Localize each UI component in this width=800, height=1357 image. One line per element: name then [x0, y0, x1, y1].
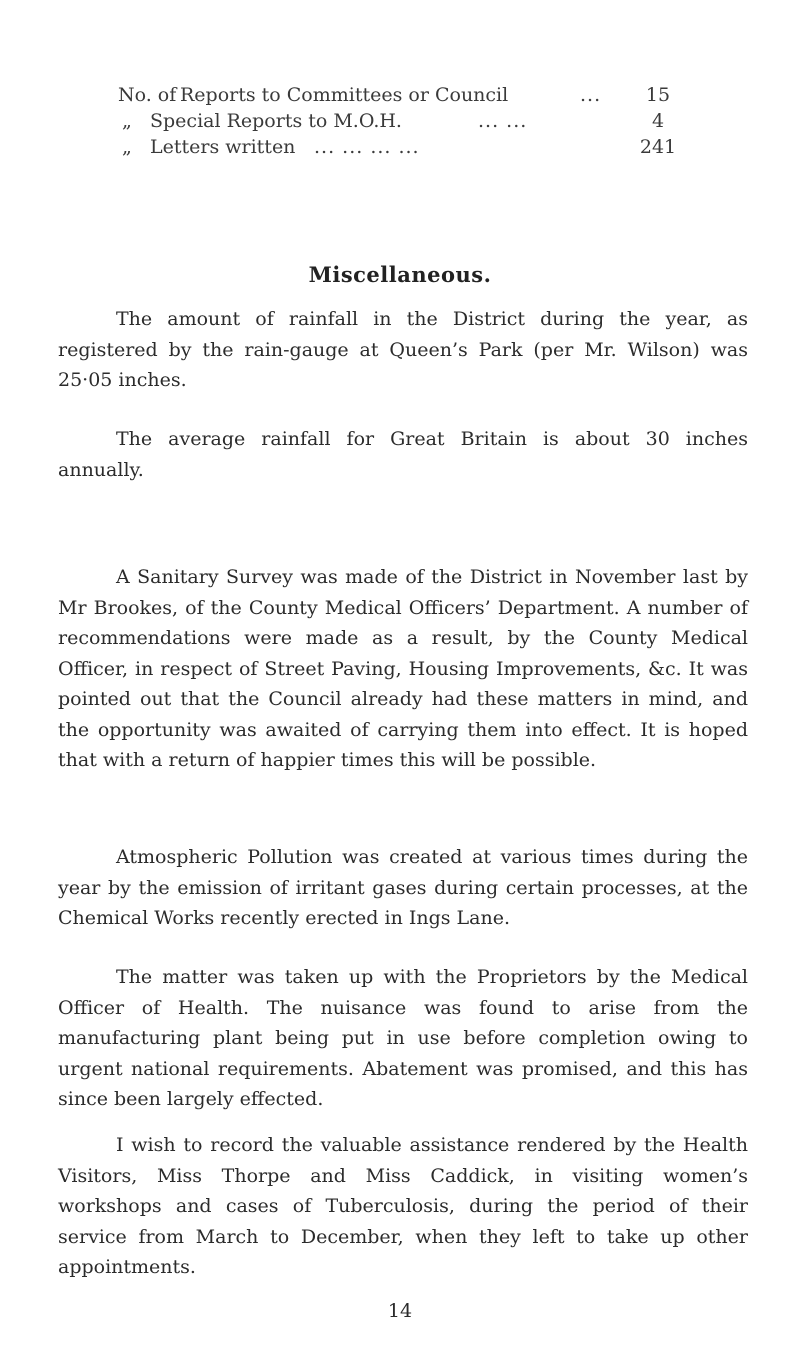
- nuisance-paragraph: The matter was taken up with the Proprietors by the Medical Officer of Health. The nuisance was found to arise from the manufacturing plant being put in use before completion owing to urgent national requirements. Abatement was promised, and this has since been largely effected.: [58, 966, 748, 1110]
- leader-dots: ... ...: [478, 110, 528, 132]
- list-item-prefix: No. of: [118, 84, 177, 106]
- list-item-prefix: „: [122, 110, 132, 132]
- sanitary-survey-paragraph: A Sanitary Survey was made of the District in November last by Mr Brookes, of the County Medical Officers’ Department. A number of recommendations were made as a result, by the County Medical Officer, in respect of Street Paving, Housing Improvements, &c. It was pointed out that the Council already had these matters in mind, and the opportunity was awaited of carrying them into effect. It is hoped that with a return of happier times this will be possible.: [58, 566, 748, 771]
- section-heading: Miscellaneous.: [308, 262, 492, 287]
- list-item: [118, 82, 678, 108]
- list-item-count: 241: [639, 136, 677, 158]
- page-number: 14: [387, 1300, 413, 1322]
- list-item-count: 15: [645, 84, 671, 106]
- list-item-label: Reports to Committees or Council: [180, 84, 509, 106]
- list-item-count: 4: [651, 110, 665, 132]
- leader-dots: ...: [580, 84, 602, 106]
- rainfall-paragraph: The amount of rainfall in the District during the year, as registered by the rain-gauge at Queen’s Park (per Mr. Wilson) was 25·05 inches.: [58, 308, 748, 391]
- health-visitors-paragraph: I wish to record the valuable assistance rendered by the Health Visitors, Miss Thorpe and Miss Caddick, in visiting women’s workshops and cases of Tuberculosis, during the period of their service from March to December, when they left to take up other appointments.: [58, 1134, 748, 1278]
- list-item-label: Letters written: [150, 136, 296, 158]
- list-item: [118, 108, 678, 134]
- leader-dots: ... ... ... ...: [314, 136, 420, 158]
- atmospheric-pollution-paragraph: Atmospheric Pollution was created at various times during the year by the emission of irritant gases during certain processes, at the Chemical Works recently erected in Ings Lane.: [58, 846, 748, 929]
- list-item-prefix: „: [122, 136, 132, 158]
- list-item: [118, 134, 678, 160]
- list-item-label: Special Reports to M.O.H.: [150, 110, 402, 132]
- average-rainfall-paragraph: The average rainfall for Great Britain is about 30 inches annually.: [58, 428, 748, 481]
- reports-summary-list: [118, 82, 678, 160]
